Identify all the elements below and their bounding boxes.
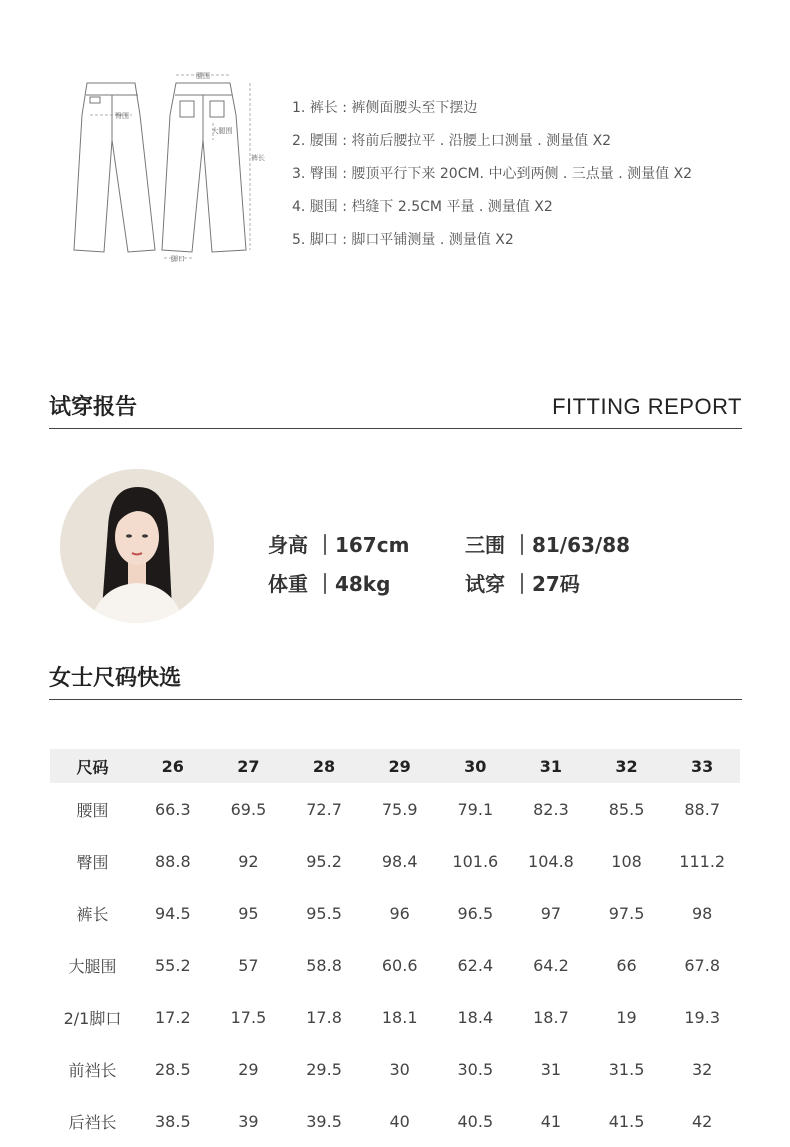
table-cell: 67.8 (684, 955, 720, 975)
table-cell: 92 (238, 851, 259, 871)
table-cell: 18.1 (381, 1007, 418, 1027)
model-height: 身高 ｜167cm (268, 533, 410, 557)
table-cell: 39 (238, 1111, 259, 1131)
table-cell: 38.5 (155, 1111, 191, 1131)
table-cell: 108 (611, 851, 642, 871)
instruction-item: 2. 腰围 : 将前后腰拉平 . 沿腰上口测量 . 测量值 X2 (292, 133, 612, 149)
table-cell: 41 (540, 1111, 562, 1131)
table-cell: 30.5 (457, 1059, 494, 1079)
table-header-cell: 33 (664, 749, 740, 783)
fitting-report-header (49, 388, 742, 429)
table-cell: 96 (389, 903, 410, 923)
table-cell: 101.6 (452, 851, 499, 871)
table-header-row (50, 749, 740, 783)
table-header-cell: 尺码 (50, 749, 135, 783)
model-portrait-image (60, 469, 214, 623)
table-cell: 17.2 (155, 1007, 191, 1027)
table-cell: 85.5 (608, 799, 645, 819)
table-cell: 29 (238, 1059, 259, 1079)
table-cell: 72.7 (306, 799, 342, 819)
table-cell: 95 (238, 903, 259, 923)
table-cell: 40 (389, 1111, 410, 1131)
table-cell: 19.3 (684, 1007, 720, 1027)
table-cell: 66.3 (155, 799, 191, 819)
table-cell: 79.1 (457, 799, 494, 819)
table-cell: 88.8 (155, 851, 191, 871)
model-tried-size: 试穿 ｜27码 (465, 572, 580, 596)
table-cell: 95.5 (306, 903, 342, 923)
measurement-instructions (292, 92, 692, 257)
table-cell: 96.5 (457, 903, 494, 923)
table-cell: 55.2 (155, 955, 191, 975)
table-header-cell: 28 (286, 749, 362, 783)
table-row (50, 835, 740, 887)
diagram-label-length: 裤长 (251, 154, 265, 162)
table-row (50, 783, 740, 835)
table-cell: 58.8 (306, 955, 342, 975)
table-cell: 31 (540, 1059, 562, 1079)
table-cell: 41.5 (608, 1111, 645, 1131)
fitting-report-title: 试穿报告 (49, 395, 138, 420)
table-cell: 98.4 (381, 851, 418, 871)
instruction-item: 1. 裤长 : 裤侧面腰头至下摆边 (292, 100, 478, 116)
table-cell: 腰围 (76, 800, 109, 820)
table-cell: 31.5 (608, 1059, 645, 1079)
table-row (50, 939, 740, 991)
model-measurements: 三围 ｜81/63/88 (465, 533, 631, 557)
diagram-label-hem: 脚口 (171, 255, 185, 263)
table-cell: 82.3 (533, 799, 569, 819)
table-row (50, 887, 740, 939)
instruction-item: 4. 腿围 : 档缝下 2.5CM 平量 . 测量值 X2 (292, 199, 553, 215)
table-cell: 裤长 (76, 904, 109, 924)
table-cell: 104.8 (528, 851, 574, 871)
table-cell: 18.4 (457, 1007, 494, 1027)
instruction-item: 5. 脚口 : 脚口平铺测量 . 测量值 X2 (292, 232, 514, 248)
size-guide-header (49, 659, 742, 700)
table-cell: 28.5 (155, 1059, 191, 1079)
table-header-cell: 31 (513, 749, 589, 783)
table-cell: 42 (692, 1111, 713, 1131)
table-cell: 39.5 (306, 1111, 342, 1131)
table-cell: 64.2 (533, 955, 569, 975)
table-row (50, 991, 740, 1043)
diagram-label-waist: 腰围 (196, 72, 210, 80)
table-header-cell: 30 (438, 749, 514, 783)
table-cell: 大腿围 (68, 956, 117, 976)
size-guide-title: 女士尺码快选 (49, 666, 182, 691)
table-cell: 95.2 (306, 851, 342, 871)
table-cell: 75.9 (381, 799, 418, 819)
table-header-cell: 27 (211, 749, 287, 783)
table-cell: 57 (238, 955, 259, 975)
instruction-item: 3. 臀围 : 腰顶平行下来 20CM. 中心到两侧 . 三点量 . 测量值 X2 (292, 166, 693, 182)
diagram-label-hip: 臀围 (115, 112, 129, 120)
table-cell: 88.7 (684, 799, 720, 819)
table-cell: 17.5 (230, 1007, 267, 1027)
table-cell: 臀围 (76, 852, 109, 872)
size-table (50, 749, 740, 1147)
model-avatar (60, 469, 214, 623)
table-cell: 111.2 (679, 851, 726, 871)
pants-measurement-diagram (60, 65, 270, 275)
table-cell: 后裆长 (68, 1112, 117, 1132)
table-cell: 30 (389, 1059, 410, 1079)
model-weight: 体重 ｜48kg (268, 572, 391, 596)
table-header-cell: 26 (135, 749, 211, 783)
table-header-cell: 29 (362, 749, 438, 783)
fitting-report-title-en: FITTING REPORT (552, 394, 742, 419)
table-cell: 40.5 (457, 1111, 494, 1131)
table-cell: 29.5 (306, 1059, 342, 1079)
table-cell: 17.8 (306, 1007, 342, 1027)
table-cell: 66 (616, 955, 637, 975)
table-cell: 18.7 (533, 1007, 569, 1027)
table-cell: 97.5 (608, 903, 645, 923)
table-cell: 69.5 (230, 799, 267, 819)
table-cell: 98 (692, 903, 713, 923)
table-cell: 62.4 (457, 955, 494, 975)
table-cell: 94.5 (155, 903, 191, 923)
table-row (50, 1043, 740, 1095)
table-cell: 前裆长 (68, 1060, 117, 1080)
table-header-cell: 32 (589, 749, 665, 783)
table-cell: 32 (692, 1059, 713, 1079)
table-cell: 60.6 (381, 955, 418, 975)
table-cell: 19 (616, 1007, 637, 1027)
table-row (50, 1095, 740, 1147)
diagram-label-thigh: 大腿围 (211, 127, 233, 135)
table-cell: 2/1脚口 (63, 1008, 122, 1028)
table-cell: 97 (540, 903, 562, 923)
